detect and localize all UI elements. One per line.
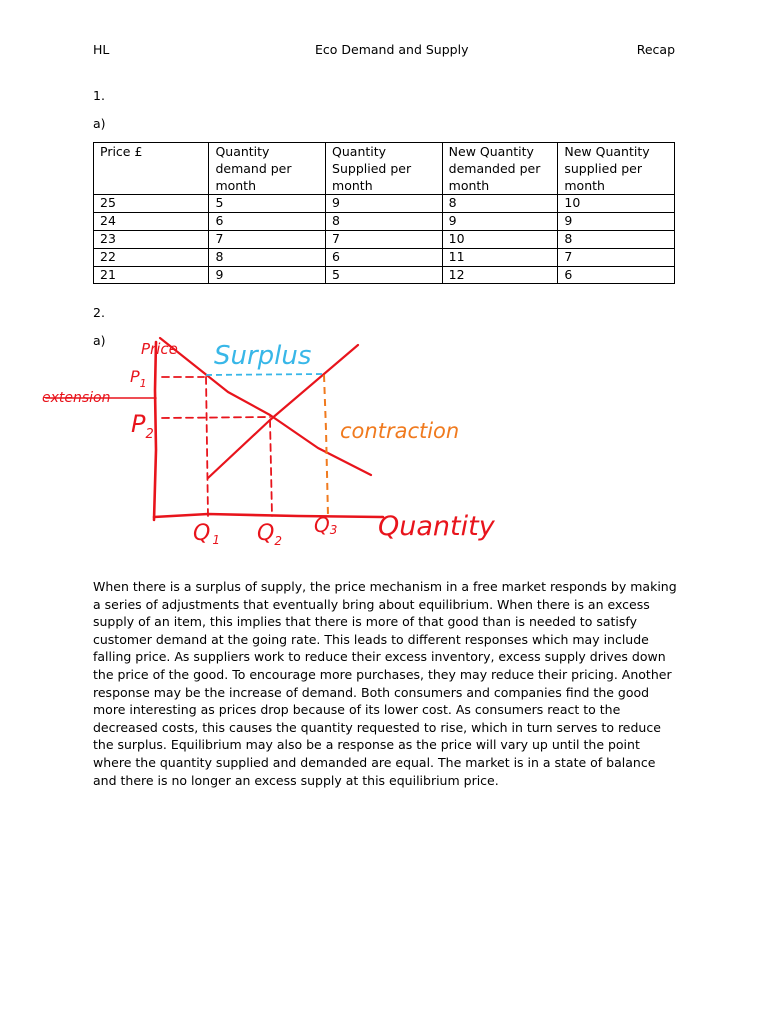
x-axis-label: Quantity — [378, 511, 495, 542]
table-row — [94, 213, 675, 231]
answer-paragraph: When there is a surplus of supply, the price mechanism in a free market responds by making a series of adjustments that eventually bring about equilibrium. When there is an excess supply of an item, this implies that there is more of that good than is needed to satisfy customer demand at the going rate. This leads to different responses which may include falling price. As suppliers work to reduce their excess inventory, excess supply drives down the price of the good. To encourage more purchases, they may reduce their pricing. Another response may be the increase of demand. Both consumers and companies find the good more interesting as prices drop because of its lower cost. As consumers react to the decreased costs, this causes the quantity requested to rise, which in turn serves to reduce the surplus. Equilibrium may also be a response as the price will vary up until the point where the quantity supplied and demanded are equal. The market is in a state of balance and there is no longer an excess supply at this equilibrium price. — [93, 579, 677, 788]
demand-supply-table — [93, 142, 675, 284]
table-cell: 25 — [94, 195, 209, 213]
question-1-number: 1. — [93, 88, 105, 103]
column-header: New Quantity demanded per month — [442, 143, 558, 195]
table-cell: 12 — [442, 266, 558, 284]
table-cell: 6 — [209, 213, 326, 231]
column-header: New Quantity supplied per month — [558, 143, 675, 195]
table-cell: 8 — [558, 230, 675, 248]
table-row — [94, 248, 675, 266]
extension-label: extension — [42, 390, 111, 406]
q1-dashed-line — [206, 377, 208, 516]
table-cell: 8 — [326, 213, 443, 231]
q3-dashed-line — [324, 375, 328, 516]
table-cell: 7 — [326, 230, 443, 248]
table-cell: 7 — [209, 230, 326, 248]
contraction-label: contraction — [340, 419, 460, 443]
table-cell: 5 — [209, 195, 326, 213]
table-row — [94, 230, 675, 248]
surplus-label: Surplus — [214, 341, 312, 371]
table-cell: 21 — [94, 266, 209, 284]
q3-label: Q3 — [314, 513, 338, 537]
table-cell: 10 — [442, 230, 558, 248]
p1-label: $P_1$ — [130, 367, 147, 390]
table-cell: 8 — [209, 248, 326, 266]
y-axis — [154, 342, 156, 520]
column-header: Quantity demand per month — [209, 143, 326, 195]
table-cell: 9 — [558, 213, 675, 231]
table-cell: 9 — [442, 213, 558, 231]
surplus-dashed-line — [206, 374, 324, 375]
question-2-part: a) — [93, 333, 106, 348]
y-axis-label: Price — [141, 340, 178, 358]
table-cell: 7 — [558, 248, 675, 266]
p2-label: $P_2$ — [131, 410, 154, 442]
table-cell: 11 — [442, 248, 558, 266]
column-header: Quantity Supplied per month — [326, 143, 443, 195]
table-cell: 6 — [326, 248, 443, 266]
header-right: Recap — [636, 42, 675, 57]
header-left: HL — [93, 42, 110, 57]
p2-dashed-line — [162, 417, 270, 418]
question-2-number: 2. — [93, 305, 105, 320]
table-cell: 24 — [94, 213, 209, 231]
table-cell: 6 — [558, 266, 675, 284]
table-row — [94, 266, 675, 284]
table-cell: 23 — [94, 230, 209, 248]
table-cell: 8 — [442, 195, 558, 213]
q2-dashed-line — [270, 420, 272, 516]
table-cell: 10 — [558, 195, 675, 213]
table-header-row — [94, 143, 675, 195]
question-1-part: a) — [93, 116, 106, 131]
table-cell: 22 — [94, 248, 209, 266]
table-cell: 9 — [326, 195, 443, 213]
supply-demand-diagram — [38, 330, 538, 555]
header-title: Eco Demand and Supply — [315, 42, 469, 57]
q1-label: Q 1 — [193, 521, 220, 547]
q2-label: $Q_2$ — [257, 521, 282, 548]
x-axis — [154, 514, 383, 517]
page-header — [93, 42, 675, 60]
table-cell: 5 — [326, 266, 443, 284]
table-row — [94, 195, 675, 213]
table-cell: 9 — [209, 266, 326, 284]
column-header: Price £ — [94, 143, 209, 195]
